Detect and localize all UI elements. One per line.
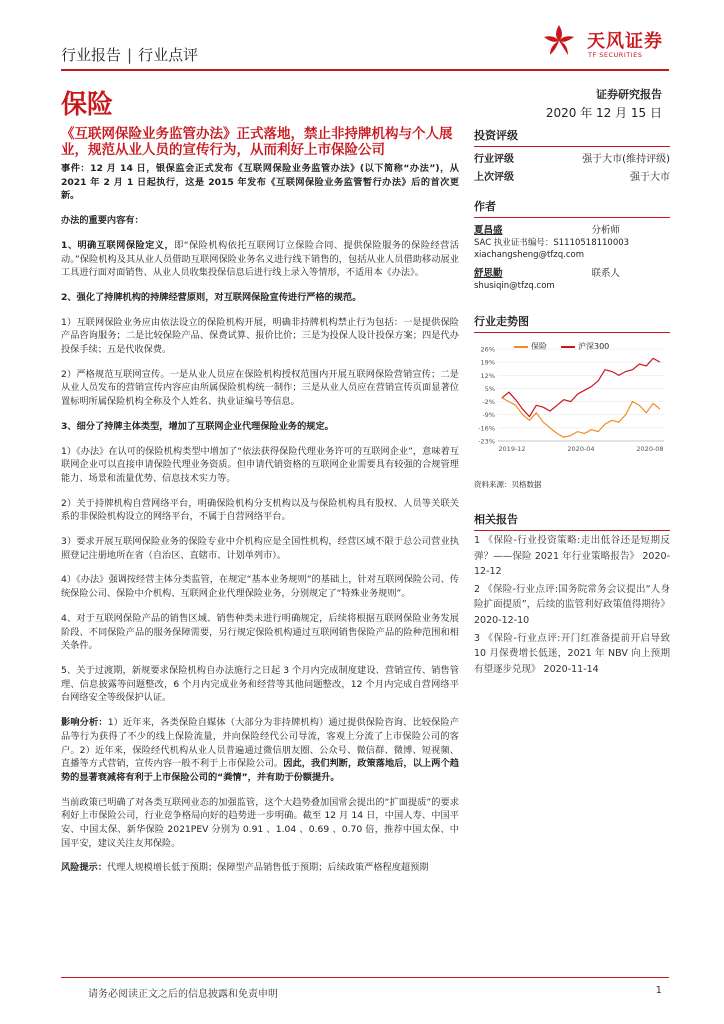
author-1-role: 分析师 — [591, 225, 620, 236]
industry-rating-label: 行业评级 — [474, 154, 514, 165]
report-subcategory: 行业点评 — [138, 46, 199, 64]
section-4-para: 4、对于互联网保险产品的销售区域、销售种类未进行明确规定，后续将根据互联网保险业务发展阶段、不同保险产品的服务保障需要，另行规定保险机构通过互联网销售保险产品的险种范围和相关条件。 — [61, 612, 459, 652]
main-content — [61, 162, 459, 886]
legend-label-hs300: 沪深300 — [578, 342, 610, 351]
related-report-2[interactable]: 2 《保险-行业点评:国务院常务会议提出“人身险扩面提质”，后续的监管利好政策值得期待》 2020-12-10 — [474, 583, 670, 626]
section-5-para: 5、关于过渡期，新规要求保险机构自办法施行之日起 3 个月内完成制度建设、营销宣传、销售管理、信息披露等问题整改，6 个月内完成业务和经营等其他问题整改，12 个月内完成自营网络平台网络安全等级保护认证。 — [61, 664, 459, 704]
impact-conclusion: 因此，我们判断，政策落地后，以上两个趋势的显著衰减将有利于上市保险公司的“粪情”，并有助于份额提升。 — [61, 758, 460, 783]
legend-label-insurance: 保险 — [531, 342, 547, 351]
author-1-email[interactable]: xiachangsheng@tfzq.com — [474, 250, 585, 260]
contents-title: 办法的重要内容有： — [61, 215, 144, 227]
trend-chart-svg — [474, 341, 670, 459]
related-title: 相关报告 — [474, 508, 670, 531]
related-report-1[interactable]: 1 《保险-行业投资策略:走出低谷还是短期反弹？——保险 2021 年行业策略报告》 2020-12-12 — [474, 535, 670, 578]
section-3-para-4: 4）《办法》强调按经营主体分类监管，在规定“基本业务规则”的基础上，针对互联网保险公司、传统保险公司、保险中介机构、互联网企业代理保险业务，分别规定了“特殊业务规则”。 — [61, 574, 459, 600]
impact-paragraph — [61, 716, 459, 785]
header-divider — [61, 69, 669, 71]
event-paragraph: 事件：12 月 14 日，银保监会正式发布《互联网保险业务监管办法》(以下简称“办法”)，从 2021 年 2 月 1 日起执行，这是 2015 年发布《互联网保险业务监管暂行办法》后的首次更新。 — [61, 163, 459, 202]
related-reports — [474, 533, 670, 677]
author-1-name[interactable]: 夏昌盛 — [474, 225, 503, 236]
section-1-title: 1、明确互联网保险定义， — [61, 239, 175, 251]
series-line-hs300 — [502, 358, 660, 416]
risk-label: 风险提示： — [61, 862, 107, 874]
trend-chart — [474, 337, 670, 477]
risk-text: 代理人规模增长低于预期；保障型产品销售低于预期；后续政策严格程度超预期 — [106, 862, 429, 874]
sidebar — [474, 124, 670, 677]
impact-label: 影响分析： — [61, 717, 108, 729]
header-left — [61, 44, 198, 65]
y-tick-label: -9% — [482, 411, 495, 420]
section-2-para-2: 2）严格规范互联网宣传。一是从业人员应在保险机构授权范围内开展互联网保险营销宣传；二是从业人员发布的营销宣传内容应由所属保险机构统一制作；三是从业人员应在营销宣传页面显著位置标明所属保险机构全称及个人姓名、执业证编号等信息。 — [61, 368, 459, 408]
x-tick-label: 2020-04 — [567, 445, 595, 453]
y-tick-label: 26% — [480, 345, 495, 354]
impact-text: 1）近年来，各类保险自媒体（大部分为非持牌机构）通过提供保险咨询、比较保险产品等行为获得了不少的线上保险流量，并向保险经代公司导流，客观上分流了上市保险公司的客户。2）近年来，保险经代机构从业人员普遍通过微信朋友圈、公众号、微信群、微博、短视频、直播等方式营销，宣传内容一般不利于上市保险公司。 — [61, 717, 460, 770]
page-number: 1 — [655, 985, 662, 996]
report-title: 《互联网保险业务监管办法》正式落地，禁止非持牌机构与个人展业，规范从业人员的宣传行为，从而利好上市保险公司 — [61, 126, 453, 158]
section-3-title: 3、细分了持牌主体类型，增加了互联网企业代理保险业务的规定。 — [61, 420, 334, 432]
author-title: 作者 — [474, 195, 670, 218]
logo-text-en: TF SECURITIES — [588, 51, 643, 59]
prev-rating-row — [474, 169, 670, 187]
section-1 — [61, 239, 459, 280]
related-report-3[interactable]: 3 《保险-行业点评:开门红准备提前开启导致 10 月保费增长低迷，2021 年 NBV 向上预期有望逐步兑现》 2020-11-14 — [474, 632, 670, 675]
policy-paragraph: 当前政策已明确了对各类互联网业态的加强监管，这个大趋势叠加国常会提出的“扩面提质”的要求利好上市保险公司，行业竞争格局向好的趋势进一步明确。截至 12 月 14 日，中国人寿、中国平安、中国太保、新华保险 2021PEV 分别为 0.91 、1.04 、0.69 、0.70 倍，推荐中国太保、中国平安，建议关注友邦保险。 — [61, 796, 459, 849]
footer-divider — [61, 977, 669, 978]
author-1-sac: SAC 执业证书编号：S1110518110003 — [474, 238, 630, 248]
section-3-para-3: 3）要求开展互联网保险业务的保险专业中介机构应是全国性机构，经营区域不限于总公司营业执照登记注册地所在省（自治区、直辖市、计划单列市）。 — [61, 536, 459, 561]
logo-mark-icon — [537, 19, 581, 63]
company-logo — [537, 19, 667, 65]
industry-rating-row — [474, 151, 670, 169]
header-separator: | — [127, 46, 133, 64]
trend-title: 行业走势图 — [474, 310, 670, 333]
section-3-para-1: 1）《办法》在认可的保险机构类型中增加了“依法获得保险代理业务许可的互联网企业”，意味着互联网企业可以直接申请保险代理业务资质。但申请代销资格的互联网企业需要具有较强的合规管理能力、场景和流量优势、信息技术实力等。 — [61, 445, 459, 484]
x-tick-label: 2020-08 — [636, 445, 664, 453]
report-date: 2020 年 12 月 15 日 — [545, 106, 662, 120]
chart-source: 资料来源：贝格数据 — [474, 480, 542, 489]
y-tick-label: 12% — [480, 371, 495, 380]
y-tick-label: -23% — [478, 437, 495, 446]
author-2-name[interactable]: 舒思勤 — [474, 268, 503, 279]
author-2-email[interactable]: shusiqin@tfzq.com — [474, 281, 555, 291]
y-tick-label: 19% — [480, 358, 495, 367]
section-2-para-1: 1）互联网保险业务应由依法设立的保险机构开展，明确非持牌机构禁止行为包括：一是提供保险产品咨询服务；二是比较保险产品、保费试算、报价比价；三是为投保人设计投保方案；四是代办投保手续；五是代收保费。 — [61, 316, 459, 356]
prev-rating-value: 强于大市 — [630, 172, 670, 183]
section-3-para-2: 2）关于持牌机构自营网络平台，明确保险机构分支机构以及与保险机构具有股权、人员等关联关系的非保险机构设立的网络平台，不属于自营网络平台。 — [61, 497, 459, 523]
author-2-role: 联系人 — [591, 268, 620, 279]
rating-title: 投资评级 — [474, 124, 670, 147]
section-1-text: 即“保险机构依托互联网订立保险合同、提供保险服务的保险经营活动。”保险机构及其从业人员借助互联网保险业务名义进行线下销售的，包括从业人员借助移动展业工具进行面对面销售、从业人员收集投保信息后进行线上录入等情形，不适用本《办法》。 — [61, 239, 459, 279]
author-1-row — [474, 224, 670, 237]
sector-title: 保险 — [61, 90, 114, 120]
prev-rating-label: 上次评级 — [474, 172, 514, 183]
x-tick-label: 2019-12 — [498, 445, 526, 453]
series-line-insurance — [502, 398, 660, 437]
report-category: 行业报告 — [61, 46, 122, 64]
y-tick-label: 5% — [484, 384, 495, 393]
section-2-title: 2、强化了持牌机构的持牌经营原则，对互联网保险宣传进行严格的规范。 — [61, 291, 362, 303]
industry-rating-value: 强于大市(维持评级) — [582, 154, 670, 165]
author-2-row — [474, 267, 670, 280]
footer-disclaimer[interactable]: 请务必阅读正文之后的信息披露和免责申明 — [88, 989, 278, 1000]
y-tick-label: -16% — [478, 424, 495, 433]
risk-paragraph — [61, 861, 459, 875]
logo-text-cn: 天风证券 — [587, 31, 663, 52]
y-tick-label: -2% — [482, 398, 495, 407]
report-type: 证券研究报告 — [596, 88, 662, 101]
